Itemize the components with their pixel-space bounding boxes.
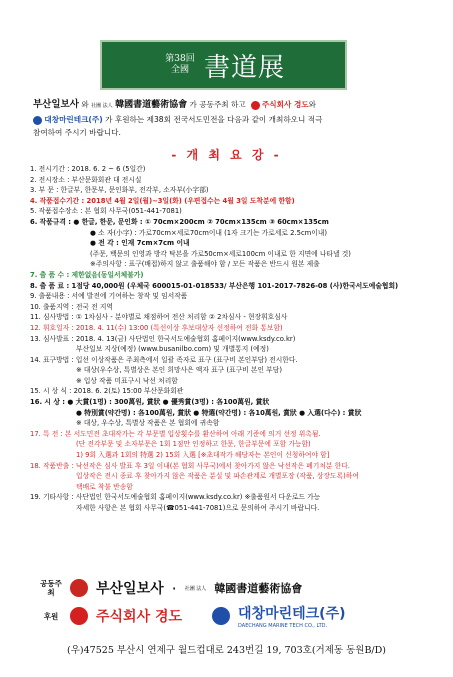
- intro-text-2: 가 후원하는 제38회 전국서도민전을 다음과 같이 개최하오니 적극: [105, 115, 323, 124]
- intro-paragraph: [33, 98, 429, 139]
- outline-list: [30, 164, 440, 514]
- sponsor-daechang: 대창마린테크(주): [238, 606, 346, 622]
- org-daechang: 대창마린테크(주): [44, 115, 103, 124]
- list-item: 14. 표구방법 : 입선 이상작품은 주최측에서 일괄 족자로 표구 (표구비 본인부담) 전시한다.: [30, 355, 298, 364]
- edition-number: 第38回: [165, 54, 195, 64]
- section-title: - 개 최 요 강 -: [171, 148, 282, 162]
- list-item: 12. 휘호일자 : 2018. 4. 11(수) 13:00 (특선이상 후보대상자 선정하여 전화 통보함): [30, 323, 283, 332]
- list-item: (주문, 백문의 인영과 방각 탁본을 가로50cm×세로100cm 이내로 한 지면에 나타낼 것): [90, 249, 351, 258]
- list-item: 18. 작품반출 : 낙선작은 심사 발표 후 3일 이내(본 협회 사무국)에서 찾아가지 않은 낙선작은 폐기처분 한다.: [30, 461, 350, 470]
- list-item: 10. 출품지역 : 전국 전 지역: [30, 302, 113, 311]
- list-item: 6. 작품규격 : ● 한글, 한문, 문인화 : ① 70cm×200cm ② 70cm×135cm ③ 60cm×135cm: [30, 217, 329, 226]
- title-banner: [100, 40, 347, 90]
- list-item: 9. 출품내용 : 서예 발전에 기여하는 창작 및 임서작품: [30, 292, 188, 301]
- sponsor-daechang-en: DAECHANG MARINE TECH CO., LTD.: [238, 623, 328, 629]
- list-item: 2. 전시장소 : 부산문화회관 대 전시실: [30, 175, 142, 184]
- list-item: 자세한 사항은 본 협회 사무국(☎051-441-7081)으로 문의하여 주시기 바랍니다.: [76, 504, 320, 512]
- list-item: ※ 입상 작품 미표구시 낙선 처리함: [76, 376, 178, 385]
- intro-text-1: 가 공동주최 하고: [189, 100, 246, 109]
- intro-conj: 와: [81, 100, 89, 109]
- exhibition-title: 書道展: [203, 52, 285, 83]
- intro-text-3: 참여하여 주시기 바랍니다.: [33, 128, 121, 137]
- org-prefix: 社團 法人: [91, 103, 113, 109]
- list-item: 11. 심사방법 : ① 1차심사 - 분야별로 채점하여 전산 처리함 ② 2차심사 - 현장휘호심사: [30, 313, 288, 322]
- list-item: 입상작은 전시 종료 후 찾아가지 않은 작품은 분실 및 파손관계로 개별포장 (작품, 상장도록)하여: [76, 472, 359, 481]
- org-calligraphy-association: 韓國書道藝術協會: [115, 100, 188, 110]
- intro-conj-2: 와: [308, 100, 316, 109]
- list-item: 15. 시 상 식 : 2018. 6. 2(토) 15:00 부산문화회관: [30, 387, 184, 396]
- list-item: 8. 출 품 료 : 1점당 40,000원 (우체국 600015-01-018533/ 부산은행 101-2017-7826-08 (사)한국서도예술협회): [30, 281, 399, 290]
- list-item: 7. 출 품 수 : 제한없음(동일서체불가): [30, 270, 144, 279]
- list-item: 1. 전시기간 : 2018. 6. 2 ~ 6 (5일간): [30, 165, 146, 173]
- kyungdo-logo-icon: [70, 607, 88, 625]
- organizers-footer: [40, 574, 430, 630]
- edition-scope: 全國: [170, 65, 189, 75]
- hosts-label: 공동주최: [40, 579, 62, 597]
- list-item: ※ 대상, 우수상, 특별상 작품은 본 협회에 귀속함: [76, 419, 220, 428]
- list-item: 13. 심사발표 : 2018. 4. 13(금) 사단법인 한국서도예술협회 홈페이지(www.ksdy.co.kr): [30, 334, 296, 343]
- hosts-row: [40, 574, 430, 602]
- list-item: 1) 9회 入選과 1회의 特選 2) 15회 入選 [※초대작가 해당자는 본인이 신청하여야 함]: [76, 451, 330, 460]
- edition-label: [162, 54, 198, 76]
- list-item: 택배로 착불 반송함: [76, 482, 133, 491]
- address-line: (우)47525 부산시 연제구 월드컵대로 243번길 19, 703호(거제동 동원B/D): [67, 645, 386, 656]
- org-kyungdo: 주식회사 경도: [261, 100, 309, 109]
- list-item: ● 소 자(小字) : 가로70cm×세로70cm이내 (1자 크기는 가로세로 2.5cm이내): [90, 228, 328, 237]
- list-item: 5. 작품접수장소 : 본 협회 사무국(051-441-7081): [30, 207, 182, 216]
- busan-ilbo-logo-icon: [70, 579, 88, 597]
- host-busan-ilbo: 부산일보사: [96, 581, 164, 597]
- list-item: 3. 부 문 : 한글부, 한문부, 문인화부, 전각부, 소자부(小字部): [30, 186, 209, 195]
- list-item: 4. 작품접수기간 : 2018년 4월 2일(월)~3일(화) (우편접수는 4월 3일 도착분에 한함): [30, 196, 295, 205]
- sponsor-kyungdo: 주식회사 경도: [96, 609, 183, 625]
- list-item: ● 전 각 : 인재 7cm×7cm 이내: [90, 239, 190, 248]
- sponsors-row: [40, 602, 430, 630]
- list-item: 16. 시 상 : ● 大賞(1명) : 300萬원, 賞狀 ● 優秀賞(3명) : 各100萬원, 賞狀: [30, 398, 270, 407]
- list-item: 부산일보 지상(예정) (www.busanilbo.com) 및 개별통지 (예정): [76, 345, 269, 354]
- list-item: 17. 특 전 : 본 서도민전 초대작가는 각 부문별 입상횟수를 환산하여 아래 기준에 의거 선정 위촉됨.: [30, 429, 321, 438]
- sponsors-label: 후원: [43, 611, 59, 621]
- daechang-logo-icon: [212, 607, 230, 625]
- kyungdo-logo-icon: [251, 101, 260, 110]
- daechang-logo-icon: [33, 116, 42, 125]
- org-busan-ilbo: 부산일보사: [33, 99, 79, 110]
- host-calligraphy-association: 韓國書道藝術協會: [214, 582, 303, 595]
- host-prefix: 社團 法人: [184, 585, 207, 592]
- list-item: 19. 기타사항 : 사단법인 한국서도예술협회 홈페이지(www.ksdy.co.kr) ※출품원서 다운로드 가능: [30, 493, 321, 502]
- list-item: ● 特別賞(약간명) : 各100萬원, 賞狀 ● 特選(약간명) : 各10萬원, 賞狀 ● 入選(다수) : 賞狀: [76, 408, 362, 417]
- list-item: ※ 대상(우수상, 특별상은 본인 희망사은 액자 표구 (표구비 본인 부담): [76, 366, 282, 375]
- host-separator: ·: [171, 578, 177, 598]
- list-item: ※주의사항 : 표구(배접)하지 않고 출품해야 함 / 모든 작품은 반드시 원본 제출: [90, 260, 320, 269]
- list-item: (단 전각부문 및 소자부문은 1회 1점만 인정하고 한문, 한글부문에 포함 가능함): [76, 440, 311, 449]
